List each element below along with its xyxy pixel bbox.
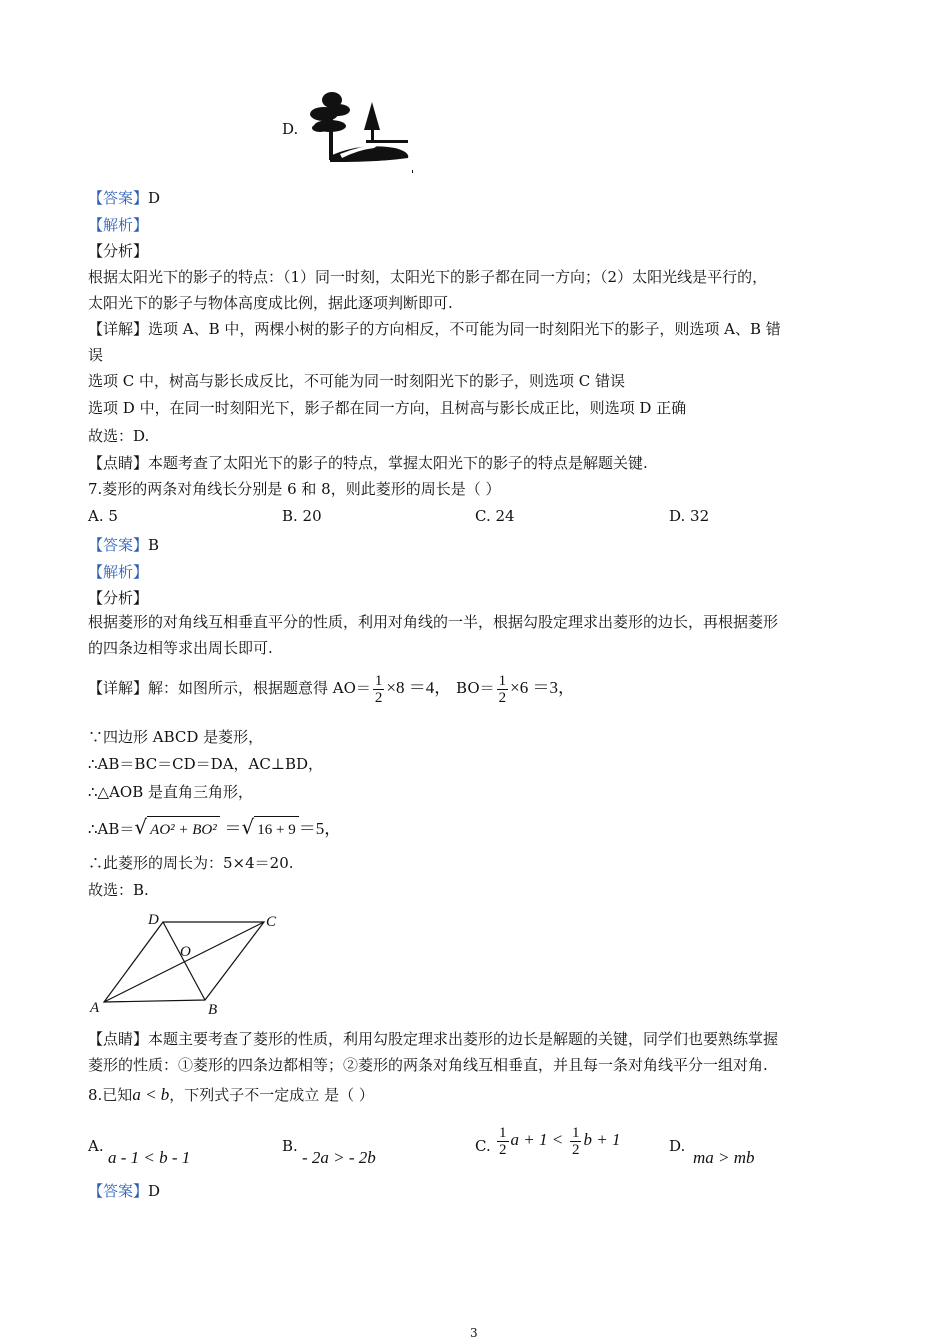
q8-option-b-label: B. [282,1137,298,1155]
q7-option-c: C. 24 [475,507,515,525]
condition-expr: a < b [132,1085,170,1104]
q8-answer: 【答案】D [88,1182,161,1200]
q6-fenxi-line2: 太阳光下的影子与物体高度成比例，据此逐项判断即可. [88,294,453,312]
q7-fenxi-line1: 根据菱形的对角线互相垂直平分的性质，利用对角线的一半，根据勾股定理求出菱形的边长，再根据菱形 [88,613,779,631]
q7-step4: ∴AB＝√ AO² + BO² ＝√ 16 + 9 ＝5， [88,814,341,843]
label-o: O [180,944,191,960]
q8-option-c-label: C. [475,1137,491,1155]
sqrt-ao-bo: AO² + BO² [147,816,220,843]
q7-fenxi-tag: 【分析】 [88,589,149,607]
q7-step3: ∴△AOB 是直角三角形， [88,783,254,801]
fraction-half: $\frac{1}{2}$ [498,672,507,706]
q6-detail-line5: 故选：D. [88,427,150,445]
q7-step2: ∴AB＝BC＝CD＝DA，AC⊥BD， [88,755,324,773]
q7-option-b: B. 20 [282,507,322,525]
q7-step6: 故选：B. [88,881,149,899]
q6-detail-line2: 误 [88,346,104,364]
q7-detail-fractions: 【详解】解：如图所示，根据题意得 AO＝ $\frac{1}{2}$ ×8 ＝4， BO＝ $\frac{1}{2}$ ×6 ＝3， [88,672,575,706]
q6-detail-line1: 【详解】选项 A、B 中，两棵小树的影子的方向相反，不可能为同一时刻阳光下的影子，则选项 A、B 错 [88,320,781,338]
tree-shadow-image [300,82,415,174]
q7-dianjing-line1: 【点睛】本题主要考查了菱形的性质，利用勾股定理求出菱形的边长是解题的关键，同学们也要熟练掌握 [88,1030,779,1048]
q6-detail-line3: 选项 C 中，树高与影长成反比，不可能为同一时刻阳光下的影子，则选项 C 错误 [88,372,626,390]
label-b: B [208,1002,218,1018]
q8-option-a-label: A. [88,1137,104,1155]
q7-option-a: A. 5 [88,507,118,525]
q8-option-c-expr: $\frac{1}{2}$ a + 1 < $\frac{1}{2}$ b + 1 [499,1124,621,1158]
q6-fenxi-tag: 【分析】 [88,242,149,260]
q8-option-b-expr: - 2a > - 2b [302,1148,376,1167]
answer-value: D [148,189,161,207]
q8-question: 8.已知a < b，下列式子不一定成立 是（ ） [88,1085,374,1104]
q7-dianjing-line2: 菱形的性质：①菱形的四条边都相等；②菱形的两条对角线互相垂直，并且每一条对角线平分一组对角. [88,1056,768,1074]
q7-fenxi-line2: 的四条边相等求出周长即可. [88,639,273,657]
option-d-label: D. [282,120,299,138]
q6-dianjing: 【点睛】本题考查了太阳光下的影子的特点，掌握太阳光下的影子的特点是解题关键. [88,454,648,472]
q7-analysis-tag: 【解析】 [88,563,149,581]
q7-step5: ∴此菱形的周长为：5×4＝20. [88,854,294,872]
label-d: D [148,912,159,928]
sqrt-16-9: 16 + 9 [254,816,298,843]
label-a: A [90,1000,100,1016]
answer-tag: 【答案】 [88,189,149,207]
rhombus-figure [86,908,286,1018]
q6-analysis-tag: 【解析】 [88,216,149,234]
q7-option-d: D. 32 [669,507,710,525]
q7-question: 7.菱形的两条对角线长分别是 6 和 8，则此菱形的周长是（ ） [88,480,501,498]
q8-option-a-expr: a - 1 < b - 1 [108,1148,191,1167]
q7-answer: 【答案】B [88,536,160,554]
q6-fenxi-line1: 根据太阳光下的影子的特点：（1）同一时刻，太阳光下的影子都在同一方向；（2）太阳光线是平行的， [88,268,768,286]
q8-option-d-label: D. [669,1137,686,1155]
q6-detail-line4: 选项 D 中，在同一时刻阳光下，影子都在同一方向，且树高与影长成正比，则选项 D 正确 [88,399,687,417]
fraction-half: $\frac{1}{2}$ [374,672,383,706]
q8-option-d-expr: ma > mb [693,1148,755,1167]
q7-step1: ∵四边形 ABCD 是菱形， [88,728,264,746]
page-number: 3 [470,1326,478,1340]
q6-answer [88,188,160,208]
label-c: C [266,914,277,930]
